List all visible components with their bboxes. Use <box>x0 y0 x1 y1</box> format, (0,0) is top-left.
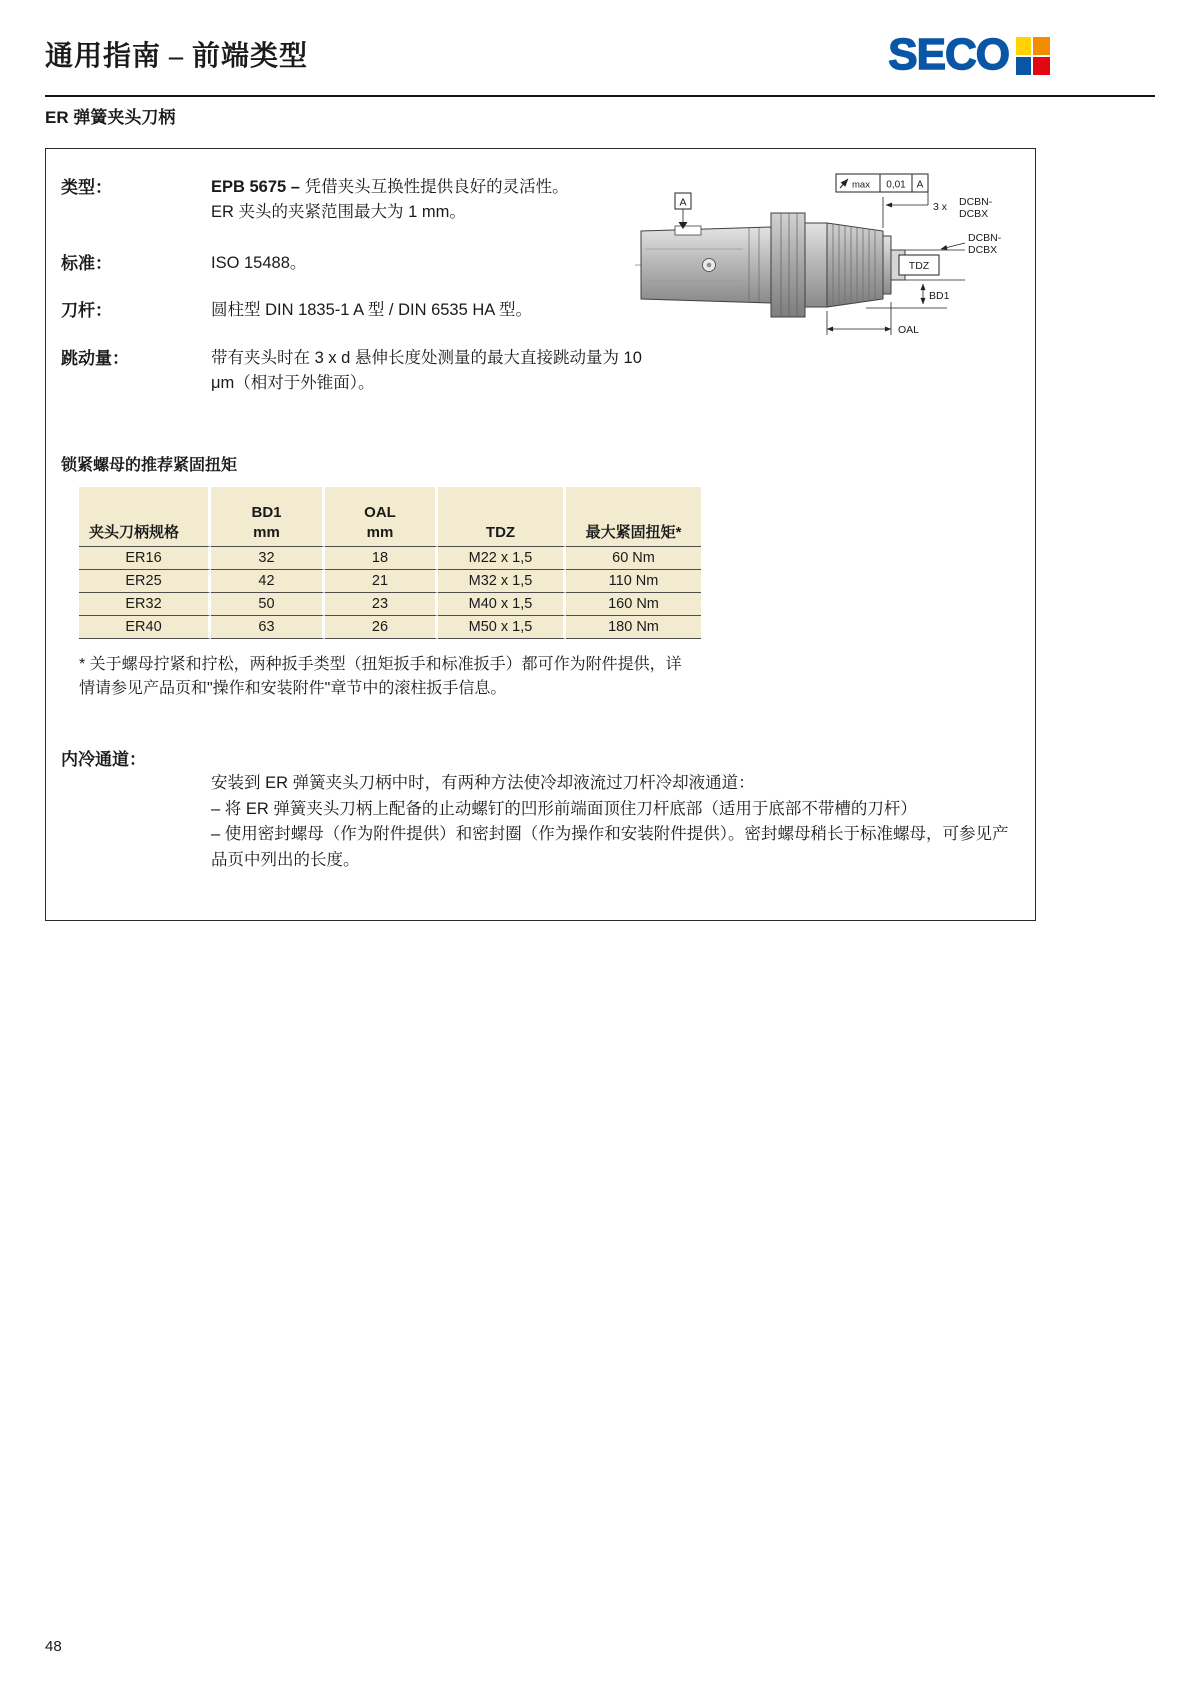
cell-size: ER16 <box>79 547 211 570</box>
cell-bd1: 50 <box>211 593 325 616</box>
type-desc-1: 凭借夹头互换性提供良好的灵活性。 <box>304 178 569 196</box>
cell-oal: 18 <box>325 547 438 570</box>
header-line-2: 最大紧固扭矩* <box>585 523 682 541</box>
logo-square-blue <box>1016 57 1031 75</box>
header-line-2: 夹头刀柄规格 <box>89 523 180 541</box>
cell-oal: 26 <box>325 616 438 639</box>
cell-torque: 180 Nm <box>566 616 701 639</box>
page-header <box>45 30 1155 79</box>
col-header-size <box>79 487 211 547</box>
coolant-label: 内冷通道： <box>61 750 146 770</box>
cell-oal: 23 <box>325 593 438 616</box>
table-footnote: * 关于螺母拧紧和拧松，两种扳手类型（扭矩扳手和标准扳手）都可作为附件提供，详情请参见产品页和"操作和安装附件"章节中的滚柱扳手信息。 <box>79 656 682 698</box>
cell-torque: 160 Nm <box>566 593 701 616</box>
spec-value-shank: 圆柱型 DIN 1835-1 A 型 / DIN 6535 HA 型。 <box>211 300 532 319</box>
torque-heading: 锁紧螺母的推荐紧固扭矩 <box>61 457 238 475</box>
coolant-item-2: – 使用密封螺母（作为附件提供）和密封圈（作为操作和安装附件提供）。密封螺母稍长于标准螺母，可参见产品页中列出的长度。 <box>211 825 1009 869</box>
torque-table-body <box>79 547 701 639</box>
oal-label: OAL <box>898 324 920 336</box>
dcbn-top-line2: DCBX <box>959 208 989 220</box>
header-line-2: mm <box>366 523 394 541</box>
cell-bd1: 63 <box>211 616 325 639</box>
header-line-1: BD1 <box>251 504 282 522</box>
tdz-label: TDZ <box>908 260 930 272</box>
table-row <box>79 593 701 616</box>
cell-tdz: M32 x 1,5 <box>438 570 566 593</box>
page-title: 通用指南 – 前端类型 <box>45 41 309 72</box>
datum-a-callout <box>675 193 691 229</box>
logo-square-yellow <box>1016 37 1031 55</box>
spec-row-runout <box>61 346 1035 396</box>
cell-oal: 21 <box>325 570 438 593</box>
seco-logo <box>888 30 1050 79</box>
cell-torque: 60 Nm <box>566 547 701 570</box>
dcbn-top-dimension <box>883 192 928 228</box>
spec-label-standard: 标准： <box>61 254 112 274</box>
logo-square-orange <box>1033 37 1050 55</box>
coolant-item-1: – 将 ER 弹簧夹头刀柄上配备的止动螺钉的凹形前端面顶住刀杆底部（适用于底部不带槽的刀杆） <box>211 799 917 818</box>
cell-size: ER32 <box>79 593 211 616</box>
col-header-tdz <box>438 487 566 547</box>
cell-tdz: M22 x 1,5 <box>438 547 566 570</box>
type-line-1 <box>211 175 569 200</box>
runout-tolerance-frame <box>836 174 928 192</box>
datum-a-label: A <box>679 196 687 209</box>
torque-table <box>79 487 701 639</box>
spec-value-type <box>211 175 569 225</box>
dcbn-top-line1: DCBN- <box>959 196 993 208</box>
cell-size: ER40 <box>79 616 211 639</box>
col-header-torque <box>566 487 701 547</box>
table-row <box>79 616 701 639</box>
header-line-1: OAL <box>364 504 396 522</box>
dcbn-mid-line1: DCBN- <box>968 232 1002 244</box>
cell-tdz: M50 x 1,5 <box>438 616 566 639</box>
content-box <box>45 148 1036 921</box>
tolerance-max-label: max <box>852 179 870 191</box>
oal-dimension <box>827 302 891 335</box>
col-header-oal <box>325 487 438 547</box>
tdz-dimension <box>899 255 939 275</box>
bd1-label: BD1 <box>929 290 950 302</box>
cell-size: ER25 <box>79 570 211 593</box>
cell-bd1: 32 <box>211 547 325 570</box>
seco-logo-wordmark: SECO <box>888 30 1009 79</box>
dim-3x-label: 3 x <box>933 201 948 213</box>
collet-nut <box>827 223 883 307</box>
section-title: ER 弹簧夹头刀柄 <box>45 108 176 127</box>
seco-logo-mark-icon <box>1016 37 1050 75</box>
header-line-2: mm <box>253 523 280 541</box>
cell-bd1: 42 <box>211 570 325 593</box>
col-header-bd1 <box>211 487 325 547</box>
flange <box>771 213 805 317</box>
spec-value-standard: ISO 15488。 <box>211 254 307 273</box>
spec-label-runout: 跳动量： <box>61 349 129 369</box>
cell-torque: 110 Nm <box>566 570 701 593</box>
logo-square-red <box>1033 57 1050 75</box>
spec-label-type: 类型： <box>61 178 112 197</box>
header-line-2: TDZ <box>485 523 516 541</box>
table-row <box>79 547 701 570</box>
tolerance-value: 0,01 <box>886 179 906 191</box>
dcbn-mid-line2: DCBX <box>968 244 998 256</box>
cell-tdz: M40 x 1,5 <box>438 593 566 616</box>
coolant-section <box>61 747 1035 873</box>
tolerance-datum: A <box>916 179 924 191</box>
table-row <box>79 570 701 593</box>
torque-table-header <box>79 487 701 547</box>
coolant-text <box>211 747 1023 873</box>
shank-notch <box>675 226 701 235</box>
page-number: 48 <box>45 1638 62 1655</box>
type-desc-2: ER 夹头的夹紧范围最大为 1 mm。 <box>211 203 466 222</box>
body-step <box>805 223 827 307</box>
header-divider <box>45 95 1155 97</box>
tool-body <box>641 213 905 317</box>
product-name: EPB 5675 – <box>211 178 300 196</box>
dcbn-mid-leader <box>941 243 965 249</box>
coolant-intro: 安装到 ER 弹簧夹头刀柄中时，有两种方法使冷却液流过刀杆冷却液通道： <box>211 774 755 793</box>
spec-value-runout: 带有夹头时在 3 x d 悬伸长度处测量的最大直接跳动量为 10 μm（相对于外锥面）。 <box>211 349 642 393</box>
nut-front-ring <box>883 236 891 294</box>
spec-label-shank: 刀杆： <box>61 300 112 320</box>
tool-holder-technical-drawing <box>631 163 1031 348</box>
